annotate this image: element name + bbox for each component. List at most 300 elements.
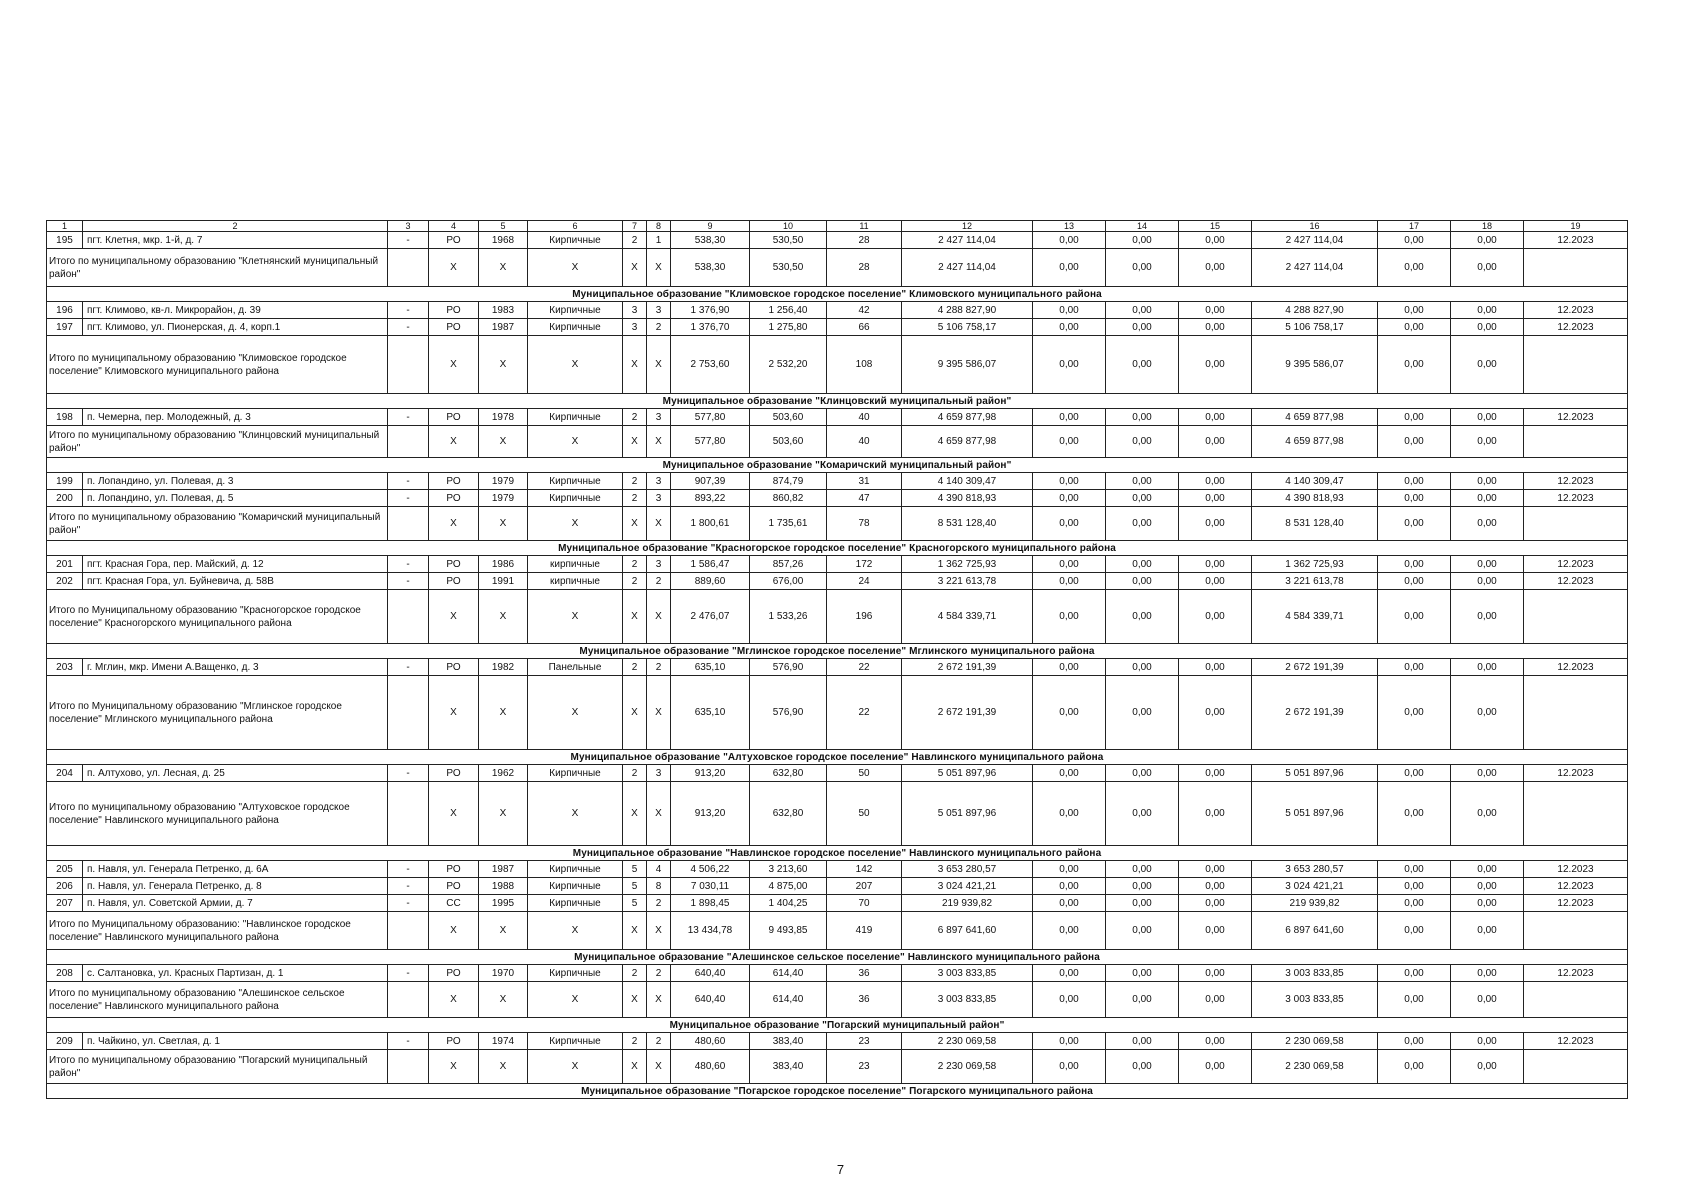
table-cell: 0,00 [1106,490,1179,507]
table-cell: 614,40 [750,965,827,982]
table-cell: 860,82 [750,490,827,507]
total-cell: X [623,590,647,644]
total-cell: 2 532,20 [750,336,827,394]
table-cell: 0,00 [1378,556,1451,573]
table-cell: Кирпичные [528,878,623,895]
table-cell: 0,00 [1106,878,1179,895]
table-cell: 50 [827,765,902,782]
table-cell: 3 [647,302,671,319]
table-cell: 12.2023 [1524,895,1628,912]
total-cell [1524,676,1628,750]
table-cell: 4 288 827,90 [1252,302,1378,319]
table-cell: 4 659 877,98 [902,409,1033,426]
table-cell: Кирпичные [528,302,623,319]
table-cell: РО [429,1033,479,1050]
total-cell: 28 [827,249,902,287]
table-cell: 2 [647,319,671,336]
total-cell: 1 735,61 [750,507,827,541]
table-cell: 2 [623,556,647,573]
table-cell: 1 898,45 [671,895,750,912]
total-cell: 6 897 641,60 [1252,912,1378,950]
table-cell: 3 024 421,21 [1252,878,1378,895]
row-number: 205 [47,861,83,878]
table-cell: 3 [647,765,671,782]
column-number: 1 [47,221,83,232]
section-header-row [47,950,1628,965]
table-cell: РО [429,878,479,895]
address-cell: п. Чемерна, пер. Молодежный, д. 3 [83,409,388,426]
total-cell: 0,00 [1451,676,1524,750]
total-cell: 1 800,61 [671,507,750,541]
total-cell: 50 [827,782,902,846]
total-cell: 9 395 586,07 [1252,336,1378,394]
table-cell: 576,90 [750,659,827,676]
total-cell: 0,00 [1378,782,1451,846]
table-cell: - [388,895,429,912]
table-cell: 1979 [479,490,528,507]
total-cell: 0,00 [1179,590,1252,644]
total-cell: 0,00 [1179,912,1252,950]
total-cell [1524,1050,1628,1084]
total-cell: 0,00 [1179,676,1252,750]
column-number: 11 [827,221,902,232]
total-label: Итого по муниципальному образованию "Климовское городское поселение" Климовского муниципального района [47,336,388,394]
total-cell: 0,00 [1451,782,1524,846]
total-cell: 0,00 [1179,426,1252,458]
total-cell: X [623,912,647,950]
table-cell: 0,00 [1033,765,1106,782]
total-cell [388,782,429,846]
table-cell: 5 106 758,17 [902,319,1033,336]
table-cell: 0,00 [1033,878,1106,895]
row-number: 206 [47,878,83,895]
total-cell: 3 003 833,85 [902,982,1033,1018]
address-cell: с. Салтановка, ул. Красных Партизан, д. 1 [83,965,388,982]
section-title: Муниципальное образование "Алешинское сельское поселение" Навлинского муниципального района [47,950,1628,965]
total-cell: 8 531 128,40 [1252,507,1378,541]
table-cell: - [388,1033,429,1050]
table-cell: 1 404,25 [750,895,827,912]
table-cell: 0,00 [1378,232,1451,249]
table-cell: 0,00 [1378,490,1451,507]
table-cell: 0,00 [1106,765,1179,782]
table-cell: 1962 [479,765,528,782]
address-cell: п. Чайкино, ул. Светлая, д. 1 [83,1033,388,1050]
total-cell: 0,00 [1033,912,1106,950]
table-cell: РО [429,232,479,249]
table-cell: 0,00 [1106,319,1179,336]
total-cell: 0,00 [1106,426,1179,458]
total-cell: X [623,249,647,287]
total-cell: 0,00 [1451,1050,1524,1084]
table-cell: 0,00 [1033,1033,1106,1050]
column-number: 3 [388,221,429,232]
table-cell: 2 [623,409,647,426]
total-cell: 503,60 [750,426,827,458]
total-cell: 0,00 [1033,590,1106,644]
table-cell: 172 [827,556,902,573]
table-cell: Кирпичные [528,965,623,982]
table-cell: 0,00 [1378,659,1451,676]
table-row [47,473,1628,490]
table-cell: РО [429,659,479,676]
table-cell: 0,00 [1179,490,1252,507]
column-number: 15 [1179,221,1252,232]
total-cell: X [647,336,671,394]
total-row [47,590,1628,644]
table-cell: 0,00 [1179,556,1252,573]
total-cell [1524,590,1628,644]
total-cell: 0,00 [1106,249,1179,287]
section-title: Муниципальное образование "Погарское городское поселение" Погарского муниципального района [47,1084,1628,1099]
table-cell: 2 [623,659,647,676]
table-cell: 889,60 [671,573,750,590]
total-cell: 0,00 [1179,982,1252,1018]
table-cell: 2 230 069,58 [902,1033,1033,1050]
table-cell: Кирпичные [528,232,623,249]
table-cell: Кирпичные [528,895,623,912]
address-cell: п. Навля, ул. Генерала Петренко, д. 6А [83,861,388,878]
table-cell: 12.2023 [1524,573,1628,590]
table-cell: 40 [827,409,902,426]
total-row [47,249,1628,287]
table-cell: 207 [827,878,902,895]
table-cell: 0,00 [1451,490,1524,507]
table-cell: 2 672 191,39 [1252,659,1378,676]
table-cell: 36 [827,965,902,982]
address-cell: пгт. Климово, ул. Пионерская, д. 4, корп.1 [83,319,388,336]
total-cell: 0,00 [1179,782,1252,846]
total-cell: X [479,982,528,1018]
table-cell: 0,00 [1179,473,1252,490]
table-cell: 2 [623,490,647,507]
table-cell: 0,00 [1451,232,1524,249]
section-header-row [47,541,1628,556]
total-cell: 22 [827,676,902,750]
column-number: 2 [83,221,388,232]
address-cell: пгт. Красная Гора, ул. Буйневича, д. 58В [83,573,388,590]
section-title: Муниципальное образование "Красногорское городское поселение" Красногорского муниципального района [47,541,1628,556]
table-cell: 12.2023 [1524,232,1628,249]
total-cell: 0,00 [1451,336,1524,394]
total-row [47,782,1628,846]
table-cell: 142 [827,861,902,878]
total-cell [388,590,429,644]
table-cell: - [388,878,429,895]
table-cell: 31 [827,473,902,490]
table-cell: 4 390 818,93 [1252,490,1378,507]
table-cell: кирпичные [528,573,623,590]
total-cell [1524,249,1628,287]
table-cell: 0,00 [1106,1033,1179,1050]
total-cell: X [528,507,623,541]
table-cell: 0,00 [1179,302,1252,319]
table-cell: 0,00 [1451,573,1524,590]
total-cell: 9 493,85 [750,912,827,950]
total-cell: 0,00 [1378,336,1451,394]
table-cell: 0,00 [1179,659,1252,676]
total-cell: 6 897 641,60 [902,912,1033,950]
table-row [47,965,1628,982]
table-cell: 1974 [479,1033,528,1050]
table-cell: Кирпичные [528,473,623,490]
table-row [47,1033,1628,1050]
table-cell: 12.2023 [1524,490,1628,507]
total-cell: 4 584 339,71 [1252,590,1378,644]
total-cell: 0,00 [1451,912,1524,950]
table-cell: РО [429,861,479,878]
table-cell: 0,00 [1451,861,1524,878]
column-number: 17 [1378,221,1451,232]
total-cell: 0,00 [1451,507,1524,541]
total-cell: 13 434,78 [671,912,750,950]
table-row [47,490,1628,507]
table-cell: 3 213,60 [750,861,827,878]
table-cell: 0,00 [1378,319,1451,336]
total-row [47,336,1628,394]
total-cell [388,912,429,950]
table-cell: РО [429,302,479,319]
total-cell: 0,00 [1033,982,1106,1018]
table-cell: 12.2023 [1524,765,1628,782]
total-cell [1524,782,1628,846]
total-cell: 640,40 [671,982,750,1018]
table-cell: 0,00 [1451,895,1524,912]
row-number: 202 [47,573,83,590]
table-cell: РО [429,965,479,982]
table-row [47,659,1628,676]
total-cell: 0,00 [1179,1050,1252,1084]
table-cell: 0,00 [1179,765,1252,782]
table-cell: СС [429,895,479,912]
table-cell: 480,60 [671,1033,750,1050]
address-cell: пгт. Климово, кв-л. Микрорайон, д. 39 [83,302,388,319]
table-cell: 2 [623,1033,647,1050]
table-cell: - [388,659,429,676]
table-cell: 874,79 [750,473,827,490]
table-cell: 857,26 [750,556,827,573]
section-header-row [47,846,1628,861]
table-cell: 2 230 069,58 [1252,1033,1378,1050]
table-cell: 676,00 [750,573,827,590]
total-cell: 577,80 [671,426,750,458]
table-cell: 66 [827,319,902,336]
table-cell: 0,00 [1179,895,1252,912]
table-cell: 383,40 [750,1033,827,1050]
table-cell: 1 362 725,93 [902,556,1033,573]
total-cell: X [623,426,647,458]
total-cell: X [528,336,623,394]
total-cell: 5 051 897,96 [902,782,1033,846]
table-cell: 0,00 [1106,573,1179,590]
total-cell: X [528,782,623,846]
table-cell: Кирпичные [528,1033,623,1050]
total-cell: X [647,426,671,458]
section-title: Муниципальное образование "Погарский муниципальный район" [47,1018,1628,1033]
total-cell: 2 427 114,04 [1252,249,1378,287]
table-cell: 0,00 [1378,895,1451,912]
section-header-row [47,287,1628,302]
total-cell: X [528,590,623,644]
table-cell: 0,00 [1378,409,1451,426]
table-cell: 0,00 [1378,573,1451,590]
table-cell: 503,60 [750,409,827,426]
section-header-row [47,1084,1628,1099]
total-cell: 0,00 [1033,782,1106,846]
total-cell: 3 003 833,85 [1252,982,1378,1018]
table-cell: 2 [623,473,647,490]
table-cell: 0,00 [1179,861,1252,878]
table-cell: 0,00 [1179,573,1252,590]
table-cell: 0,00 [1179,232,1252,249]
total-cell: 614,40 [750,982,827,1018]
table-cell: 1 586,47 [671,556,750,573]
address-cell: пгт. Красная Гора, пер. Майский, д. 12 [83,556,388,573]
total-label: Итого по муниципальному образованию "Погарский муниципальный район" [47,1050,388,1084]
column-number: 13 [1033,221,1106,232]
table-cell: 0,00 [1179,1033,1252,1050]
total-row [47,1050,1628,1084]
table-row [47,302,1628,319]
total-cell: 0,00 [1106,590,1179,644]
table-cell: 3 [623,319,647,336]
table-cell: 0,00 [1378,878,1451,895]
total-cell: 576,90 [750,676,827,750]
table-cell: 12.2023 [1524,1033,1628,1050]
total-cell: 196 [827,590,902,644]
table-cell: 28 [827,232,902,249]
total-cell: X [479,782,528,846]
table-cell: 3 221 613,78 [902,573,1033,590]
total-cell: X [623,782,647,846]
table-cell: 4 875,00 [750,878,827,895]
total-cell: X [647,1050,671,1084]
table-cell: 1983 [479,302,528,319]
total-label: Итого по муниципальному образованию "Клетнянский муниципальный район" [47,249,388,287]
table-cell: 0,00 [1106,556,1179,573]
table-cell: 907,39 [671,473,750,490]
table-cell: - [388,319,429,336]
total-cell: X [647,507,671,541]
section-header-row [47,644,1628,659]
total-cell: 0,00 [1179,336,1252,394]
total-cell: X [623,507,647,541]
table-cell: 2 [623,965,647,982]
total-cell: 40 [827,426,902,458]
table-cell: 1 [647,232,671,249]
table-cell: 12.2023 [1524,556,1628,573]
table-cell: 0,00 [1106,232,1179,249]
total-cell: 0,00 [1378,590,1451,644]
table-cell: 24 [827,573,902,590]
table-cell: 913,20 [671,765,750,782]
table-cell: 1 376,70 [671,319,750,336]
total-cell: X [479,676,528,750]
table-cell: 70 [827,895,902,912]
table-row [47,573,1628,590]
table-cell: 1979 [479,473,528,490]
total-cell: X [528,249,623,287]
section-title: Муниципальное образование "Алтуховское городское поселение" Навлинского муниципального района [47,750,1628,765]
section-title: Муниципальное образование "Климовское городское поселение" Климовского муниципального района [47,287,1628,302]
total-cell: 0,00 [1451,426,1524,458]
total-cell: 0,00 [1106,782,1179,846]
total-cell: 2 672 191,39 [902,676,1033,750]
table-row [47,861,1628,878]
table-cell: 3 221 613,78 [1252,573,1378,590]
total-cell: X [647,676,671,750]
total-cell: X [623,676,647,750]
table-cell: 0,00 [1106,861,1179,878]
table-row [47,319,1628,336]
table-cell: 0,00 [1033,965,1106,982]
table-row [47,556,1628,573]
table-row [47,409,1628,426]
column-number: 9 [671,221,750,232]
table-cell: 2 [623,765,647,782]
table-cell: 0,00 [1451,765,1524,782]
table-cell: 0,00 [1451,965,1524,982]
table-cell: 0,00 [1033,232,1106,249]
table-cell: 5 051 897,96 [1252,765,1378,782]
table-cell: 0,00 [1378,765,1451,782]
row-number: 199 [47,473,83,490]
table-cell: 12.2023 [1524,302,1628,319]
table-cell: 8 [647,878,671,895]
total-cell: 4 659 877,98 [1252,426,1378,458]
table-cell: Кирпичные [528,861,623,878]
table-cell: 0,00 [1451,302,1524,319]
table-cell: 2 [647,895,671,912]
row-number: 201 [47,556,83,573]
table-cell: 23 [827,1033,902,1050]
total-cell [388,426,429,458]
table-cell: 632,80 [750,765,827,782]
table-cell: 22 [827,659,902,676]
table-cell: 2 [647,965,671,982]
address-cell: п. Навля, ул. Генерала Петренко, д. 8 [83,878,388,895]
table-cell: 3 024 421,21 [902,878,1033,895]
table-cell: 0,00 [1451,556,1524,573]
table-cell: 3 653 280,57 [1252,861,1378,878]
total-cell: 0,00 [1378,507,1451,541]
table-cell: 4 140 309,47 [902,473,1033,490]
total-cell: 0,00 [1378,982,1451,1018]
total-cell: 0,00 [1033,426,1106,458]
total-cell: X [479,426,528,458]
section-header-row [47,750,1628,765]
table-cell: Кирпичные [528,409,623,426]
total-cell: X [479,590,528,644]
table-cell: 2 427 114,04 [902,232,1033,249]
table-cell: 4 288 827,90 [902,302,1033,319]
table-cell: 2 [647,1033,671,1050]
total-cell: 0,00 [1106,912,1179,950]
total-cell: 0,00 [1106,336,1179,394]
section-header-row [47,458,1628,473]
table-cell: кирпичные [528,556,623,573]
total-cell: 0,00 [1106,982,1179,1018]
total-cell: X [479,1050,528,1084]
table-cell: 0,00 [1033,861,1106,878]
table-cell: 577,80 [671,409,750,426]
table-cell: 0,00 [1451,473,1524,490]
total-cell: 5 051 897,96 [1252,782,1378,846]
row-number: 203 [47,659,83,676]
table-cell: 538,30 [671,232,750,249]
table-cell: 1 256,40 [750,302,827,319]
total-cell [388,336,429,394]
